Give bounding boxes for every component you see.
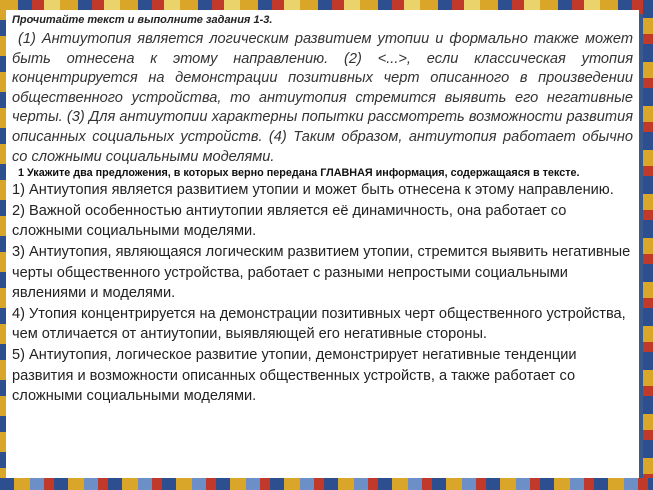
question-text: 1 Укажите два предложения, в которых верно передана ГЛАВНАЯ информация, содержащаяся в тексте. — [18, 167, 580, 180]
passage-body: (1) Антиутопия является логическим развитием утопии и формально также может быть отнесена к этому направлению. (2) <...>, если классическая утопия концентрируется на демонстрации позитивных черт описанного в произведении общественного устройства, то антиутопия стремится выявить его негативные черты. (3) Для антиутопии характерны попытки рассмотреть возможности развития описанных социальных устройств. (4) Таким образом, антиутопия работает обычно со сложными социальными моделями. — [12, 31, 633, 165]
decorative-border-bottom — [0, 478, 653, 490]
decorative-border-right — [643, 0, 653, 490]
task-heading: Прочитайте текст и выполните задания 1-3. — [12, 14, 273, 26]
slide-content — [6, 10, 639, 478]
answer-option-5: 5) Антиутопия, логическое развитие утопии, демонстрирует негативные тенденции развития и возможности описанных общественных устройств, а также работает со сложными социальными моделями. — [12, 346, 577, 405]
answer-option-3: 3) Антиутопия, являющаяся логическим развитием утопии, стремится выявить негативные черты общественного устройства, работает с разными непростыми социальными явлениями и моделями. — [12, 243, 631, 302]
answer-option-2: 2) Важной особенностью антиутопии является её динамичность, она работает со сложными социальными моделями. — [12, 202, 567, 240]
answer-option-1: 1) Антиутопия является развитием утопии и может быть отнесена к этому направлению. — [12, 182, 614, 199]
answer-options — [12, 180, 633, 407]
passage-text — [12, 30, 633, 167]
answer-option-4: 4) Утопия концентрируется на демонстрации позитивных черт общественного устройства, чем отличается от антиутопии, выявляющей его негативные стороны. — [12, 305, 626, 343]
